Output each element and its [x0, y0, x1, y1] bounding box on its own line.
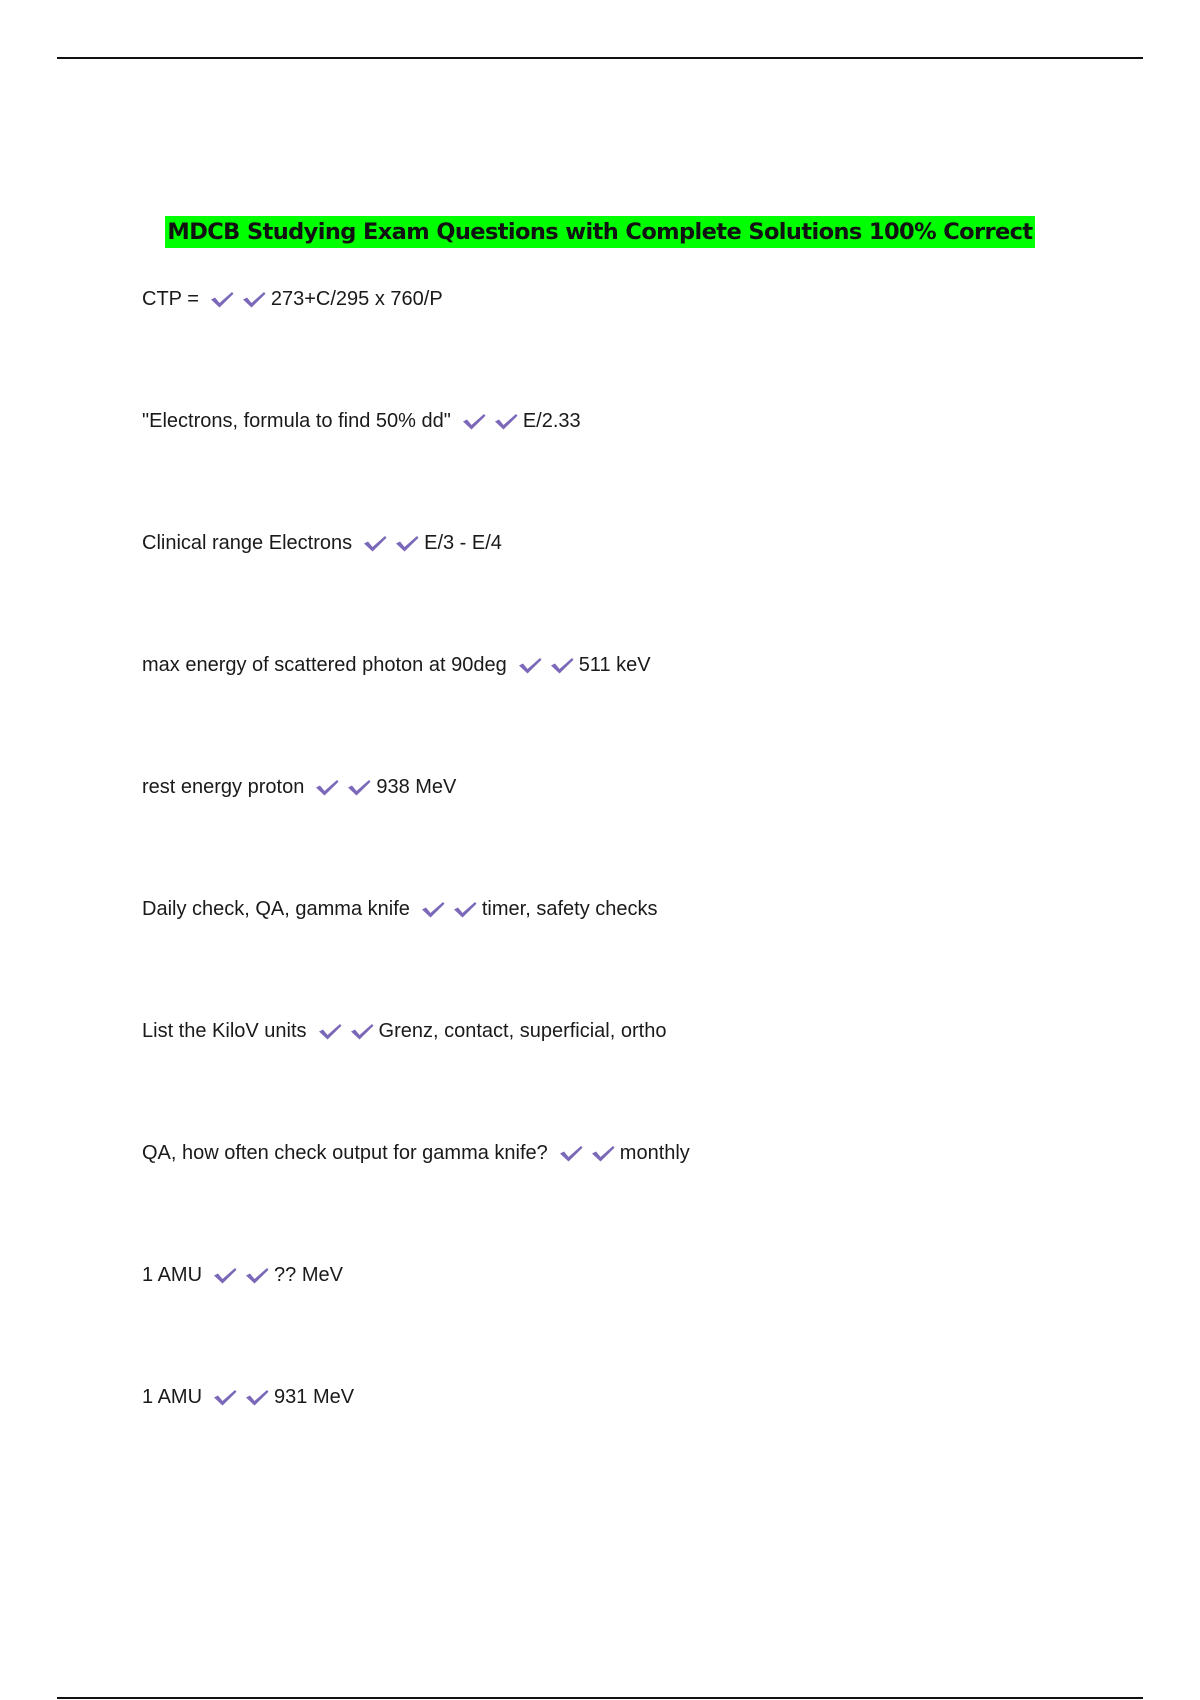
question-text: "Electrons, formula to find 50% dd" [142, 410, 451, 432]
check-mark-icon [558, 1143, 584, 1163]
check-mark-icon [549, 655, 575, 675]
check-mark-icon [212, 1265, 238, 1285]
check-mark-icon [394, 533, 420, 553]
check-mark-icon [461, 411, 487, 431]
check-mark-icon [517, 655, 543, 675]
qa-item [142, 648, 1142, 770]
answer-text: 938 MeV [376, 776, 457, 798]
qa-item [142, 526, 1142, 648]
answer-marker [517, 648, 575, 682]
answer-text: 273+C/295 x 760/P [270, 288, 443, 310]
header-rule [57, 57, 1143, 59]
check-mark-icon [244, 1265, 270, 1285]
qa-item [142, 282, 1142, 404]
qa-item [142, 1258, 1142, 1380]
question-text: Daily check, QA, gamma knife [142, 898, 410, 920]
answer-marker [362, 526, 420, 560]
qa-item [142, 404, 1142, 526]
check-mark-icon [362, 533, 388, 553]
question-text: QA, how often check output for gamma knife? [142, 1142, 548, 1164]
document-title: MDCB Studying Exam Questions with Complete Solutions 100% Correct [165, 216, 1034, 248]
check-mark-icon [212, 1387, 238, 1407]
check-mark-icon [317, 1021, 343, 1041]
check-mark-icon [241, 289, 267, 309]
answer-text: E/2.33 [522, 410, 581, 432]
answer-marker [212, 1380, 270, 1414]
check-mark-icon [452, 899, 478, 919]
answer-text: 511 keV [578, 654, 651, 676]
answer-marker [461, 404, 519, 438]
question-text: rest energy proton [142, 776, 305, 798]
footer-rule [57, 1697, 1143, 1699]
question-text: max energy of scattered photon at 90deg [142, 654, 507, 676]
question-text: List the KiloV units [142, 1020, 307, 1042]
question-text: CTP = [142, 288, 199, 310]
answer-marker [420, 892, 478, 926]
check-mark-icon [346, 777, 372, 797]
question-text: 1 AMU [142, 1386, 203, 1408]
answer-text: monthly [619, 1142, 690, 1164]
qa-item [142, 1014, 1142, 1136]
check-mark-icon [590, 1143, 616, 1163]
answer-text: E/3 - E/4 [424, 532, 502, 554]
answer-text: Grenz, contact, superficial, ortho [378, 1020, 667, 1042]
answer-marker [317, 1014, 375, 1048]
qa-list [142, 282, 1142, 1502]
answer-marker [558, 1136, 616, 1170]
answer-marker [314, 770, 372, 804]
answer-marker [209, 282, 267, 316]
check-mark-icon [420, 899, 446, 919]
answer-text: timer, safety checks [481, 898, 658, 920]
answer-marker [212, 1258, 270, 1292]
question-text: 1 AMU [142, 1264, 203, 1286]
qa-item [142, 892, 1142, 1014]
title-container [0, 216, 1200, 248]
check-mark-icon [349, 1021, 375, 1041]
check-mark-icon [493, 411, 519, 431]
answer-text: ?? MeV [274, 1264, 343, 1286]
check-mark-icon [244, 1387, 270, 1407]
qa-item [142, 1136, 1142, 1258]
qa-item [142, 1380, 1142, 1502]
check-mark-icon [314, 777, 340, 797]
question-text: Clinical range Electrons [142, 532, 353, 554]
qa-item [142, 770, 1142, 892]
check-mark-icon [209, 289, 235, 309]
answer-text: 931 MeV [274, 1386, 355, 1408]
